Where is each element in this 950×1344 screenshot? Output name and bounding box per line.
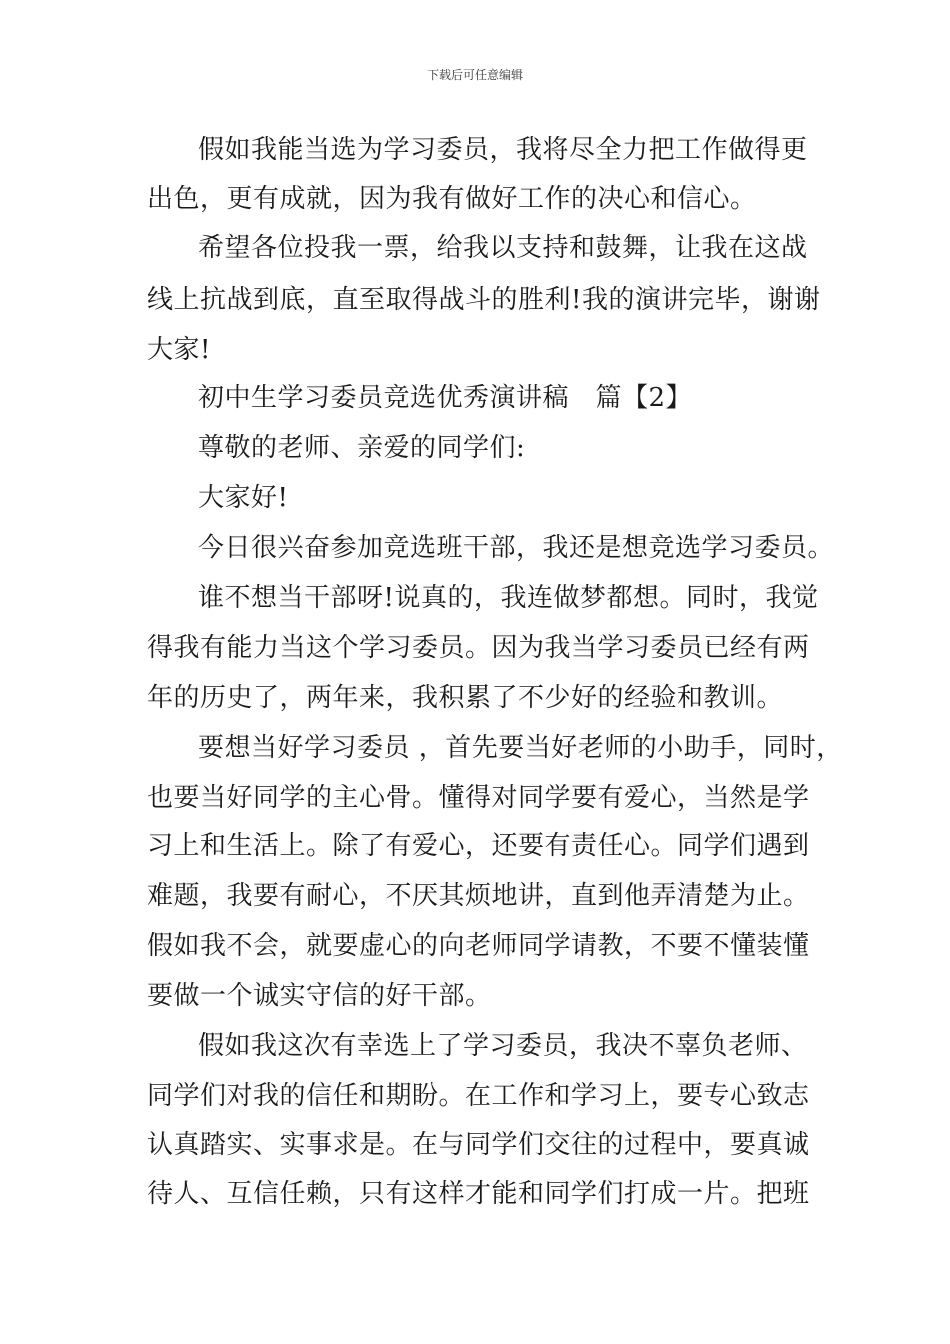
text-line: 年的历史了，两年来，我积累了不少好的经验和教训。 bbox=[147, 683, 784, 713]
text-line: 假如我不会，就要虚心的向老师同学请教，不要不懂装懂 bbox=[147, 931, 810, 961]
text-line: 也要当好同学的主心骨。懂得对同学要有爱心，当然是学 bbox=[147, 783, 810, 813]
text-line: 今日很兴奋参加竞选班干部，我还是想竞选学习委员。 bbox=[198, 533, 835, 563]
text-line: 出色，更有成就，因为我有做好工作的决心和信心。 bbox=[147, 184, 757, 214]
text-line: 得我有能力当这个学习委员。因为我当学习委员已经有两 bbox=[147, 633, 810, 663]
text-line: 希望各位投我一票，给我以支持和鼓舞，让我在这战 bbox=[198, 233, 808, 263]
text-line: 要想当好学习委员 ，首先要当好老师的小助手，同时， bbox=[198, 733, 843, 763]
text-line: 认真踏实、实事求是。在与同学们交往的过程中，要真诚 bbox=[147, 1130, 810, 1160]
greeting: 大家好! bbox=[198, 483, 289, 513]
salutation: 尊敬的老师、亲爱的同学们: bbox=[198, 433, 526, 463]
text-line: 同学们对我的信任和期盼。在工作和学习上，要专心致志 bbox=[147, 1081, 810, 1111]
text-line: 线上抗战到底，直至取得战斗的胜利!我的演讲完毕，谢谢 bbox=[147, 285, 821, 315]
header-note: 下载后可任意编辑 bbox=[426, 68, 523, 82]
text-line: 习上和生活上。除了有爱心，还要有责任心。同学们遇到 bbox=[147, 831, 810, 861]
text-line: 谁不想当干部呀!说真的，我连做梦都想。同时，我觉 bbox=[198, 583, 819, 613]
text-line: 要做一个诚实守信的好干部。 bbox=[147, 981, 492, 1011]
text-line: 大家! bbox=[147, 335, 211, 365]
text-line: 假如我能当选为学习委员，我将尽全力把工作做得更 bbox=[198, 135, 808, 165]
section-heading: 初中生学习委员竞选优秀演讲稿 篇【2】 bbox=[198, 383, 693, 413]
text-line: 难题，我要有耐心，不厌其烦地讲，直到他弄清楚为止。 bbox=[147, 881, 810, 911]
text-line: 待人、互信任赖，只有这样才能和同学们打成一片。把班 bbox=[147, 1179, 810, 1209]
text-line: 假如我这次有幸选上了学习委员，我决不辜负老师、 bbox=[198, 1031, 808, 1061]
